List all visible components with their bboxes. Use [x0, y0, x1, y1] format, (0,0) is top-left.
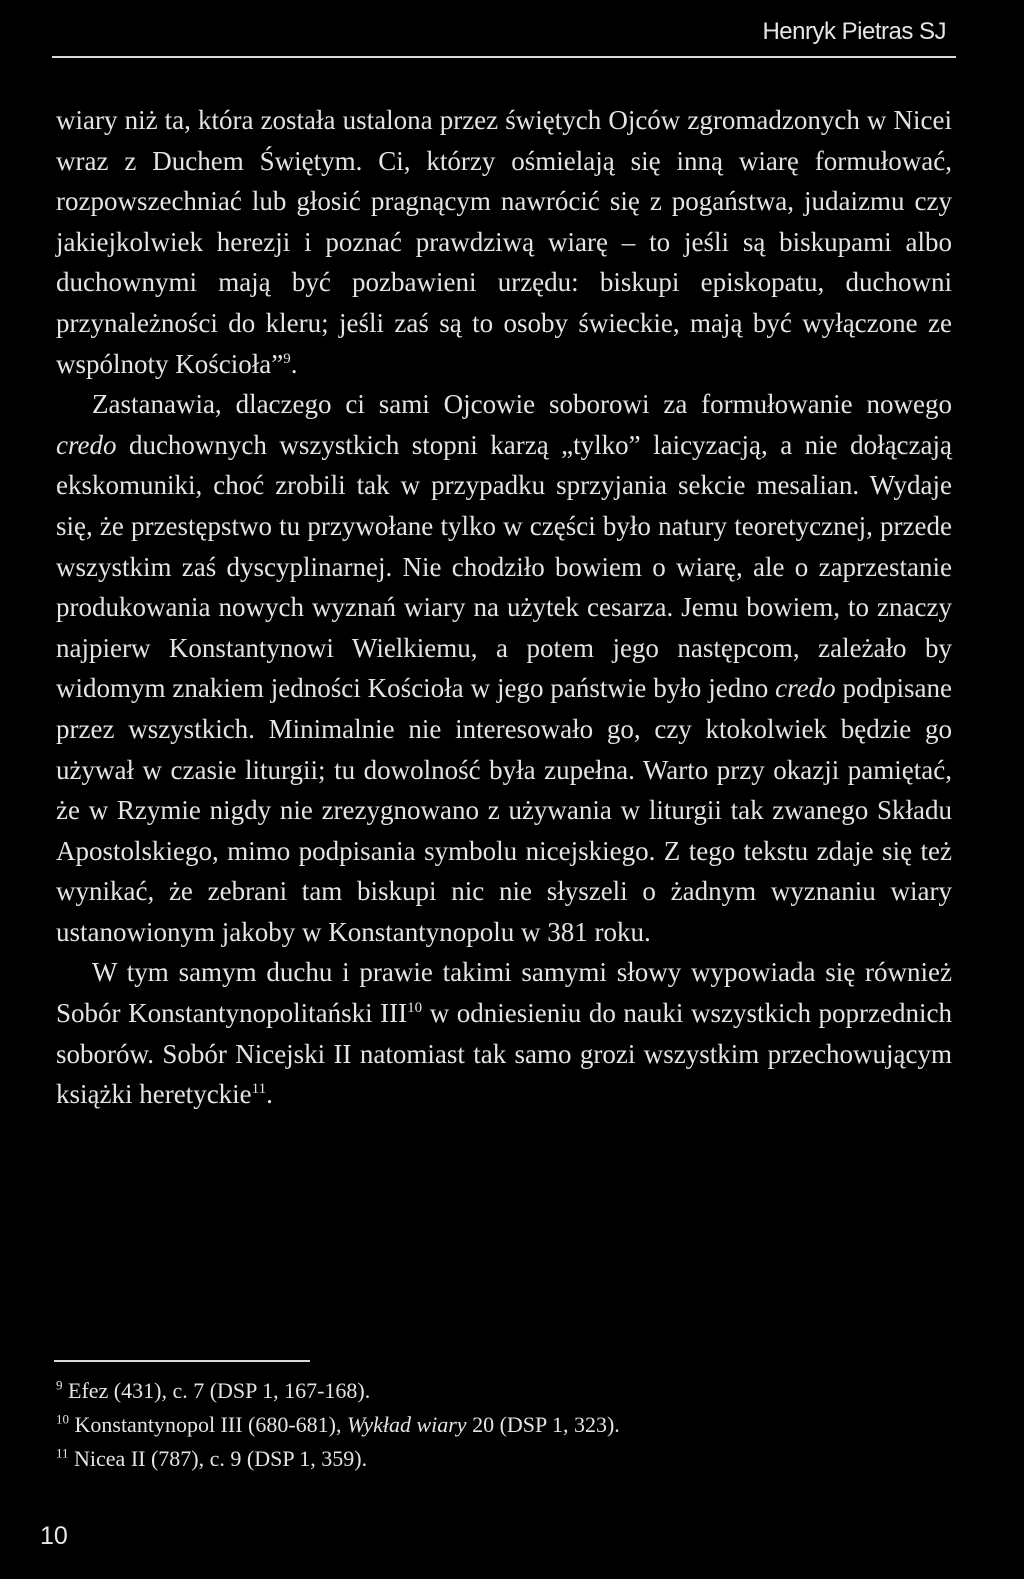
paragraph-1-end: .	[290, 348, 298, 379]
paragraph-2	[56, 384, 952, 952]
paragraph-2-part-a: Zastanawia, dlaczego ci sami Ojcowie soborowi za formułowanie nowego	[92, 389, 952, 420]
header-rule	[52, 56, 956, 58]
page-number: 10	[40, 1522, 68, 1550]
body-text	[56, 100, 952, 1115]
paragraph-3-end: .	[266, 1079, 273, 1110]
footnote-ref-10[interactable]: 10	[407, 1000, 423, 1017]
footnote-number: 10	[56, 1411, 69, 1427]
footnote-11	[56, 1442, 952, 1476]
footnotes	[56, 1374, 952, 1476]
footnote-text: Nicea II (787), c. 9 (DSP 1, 359).	[68, 1446, 368, 1471]
paragraph-1	[56, 100, 952, 384]
italic-credo: credo	[775, 673, 836, 704]
footnote-number: 11	[56, 1445, 69, 1461]
footnote-text-rest: 20 (DSP 1, 323).	[466, 1412, 620, 1437]
paragraph-2-part-b: duchownych wszystkich stopni karzą „tylko” laicyzacją, a nie dołączają ekskomuniki, choć zrobili tak w przypadku sprzyjania sekcie mesalian. Wydaje się, że przestępstwo tu przywołane tylko w części było natury teoretycznej, przede wszystkim zaś dyscyplinarnej. Nie chodziło bowiem o wiarę, ale o zaprzestanie produkowania nowych wyznań wiary na użytek cesarza. Jemu bowiem, to znaczy najpierw Konstantynowi Wielkiemu, a potem jego następcom, zależało by widomym znakiem jedności Kościoła w jego państwie było jedno	[56, 429, 952, 704]
footnote-italic-title: Wykład wiary	[347, 1412, 467, 1437]
footnote-text: Konstantynopol III (680-681),	[69, 1412, 348, 1437]
footnote-9	[56, 1374, 952, 1408]
footnote-ref-9[interactable]: 9	[283, 350, 291, 367]
footnote-10	[56, 1408, 952, 1442]
paragraph-3-part-a: W tym samym duchu i prawie takimi samymi słowy wypowiada się również Sobór Konstantynopolitański III	[56, 957, 952, 1029]
footnote-ref-11[interactable]: 11	[251, 1081, 267, 1098]
footnote-number: 9	[56, 1377, 63, 1393]
italic-credo: credo	[56, 429, 117, 460]
running-head: Henryk Pietras SJ	[762, 18, 946, 45]
paragraph-1-text: wiary niż ta, która została ustalona przez świętych Ojców zgromadzonych w Nicei wraz z Duchem Świętym. Ci, którzy ośmielają się inną wiarę formułować, rozpowszechniać lub głosić pragnącym nawrócić się z pogaństwa, judaizmu czy jakiejkolwiek herezji i poznać prawdziwą wiarę – to jeśli są biskupami albo duchownymi mają być pozbawieni urzędu: biskupi episkopatu, duchowni przynależności do kleru; jeśli zaś są to osoby świeckie, mają być wyłączone ze wspólnoty Kościoła”	[56, 105, 952, 379]
paragraph-2-part-c: podpisane przez wszystkich. Minimalnie nie interesowało go, czy ktokolwiek będzie go używał w czasie liturgii; tu dowolność była zupełna. Warto przy okazji pamiętać, że w Rzymie nigdy nie zrezygnowano z używania w liturgii tak zwanego Składu Apostolskiego, mimo podpisania symbolu nicejskiego. Z tego tekstu zdaje się też wynikać, że zebrani tam biskupi nic nie słyszeli o żadnym wyznaniu wiary ustanowionym jakoby w Konstantynopolu w 381 roku.	[56, 673, 953, 947]
footnote-rule	[54, 1360, 310, 1362]
footnote-text: Efez (431), c. 7 (DSP 1, 167-168).	[62, 1378, 371, 1403]
paragraph-3-part-b: w odniesieniu do nauki wszystkich poprzednich soborów. Sobór Nicejski II natomiast tak samo grozi wszystkim przechowującym książki heretyckie	[56, 998, 952, 1110]
paragraph-3	[56, 952, 952, 1114]
